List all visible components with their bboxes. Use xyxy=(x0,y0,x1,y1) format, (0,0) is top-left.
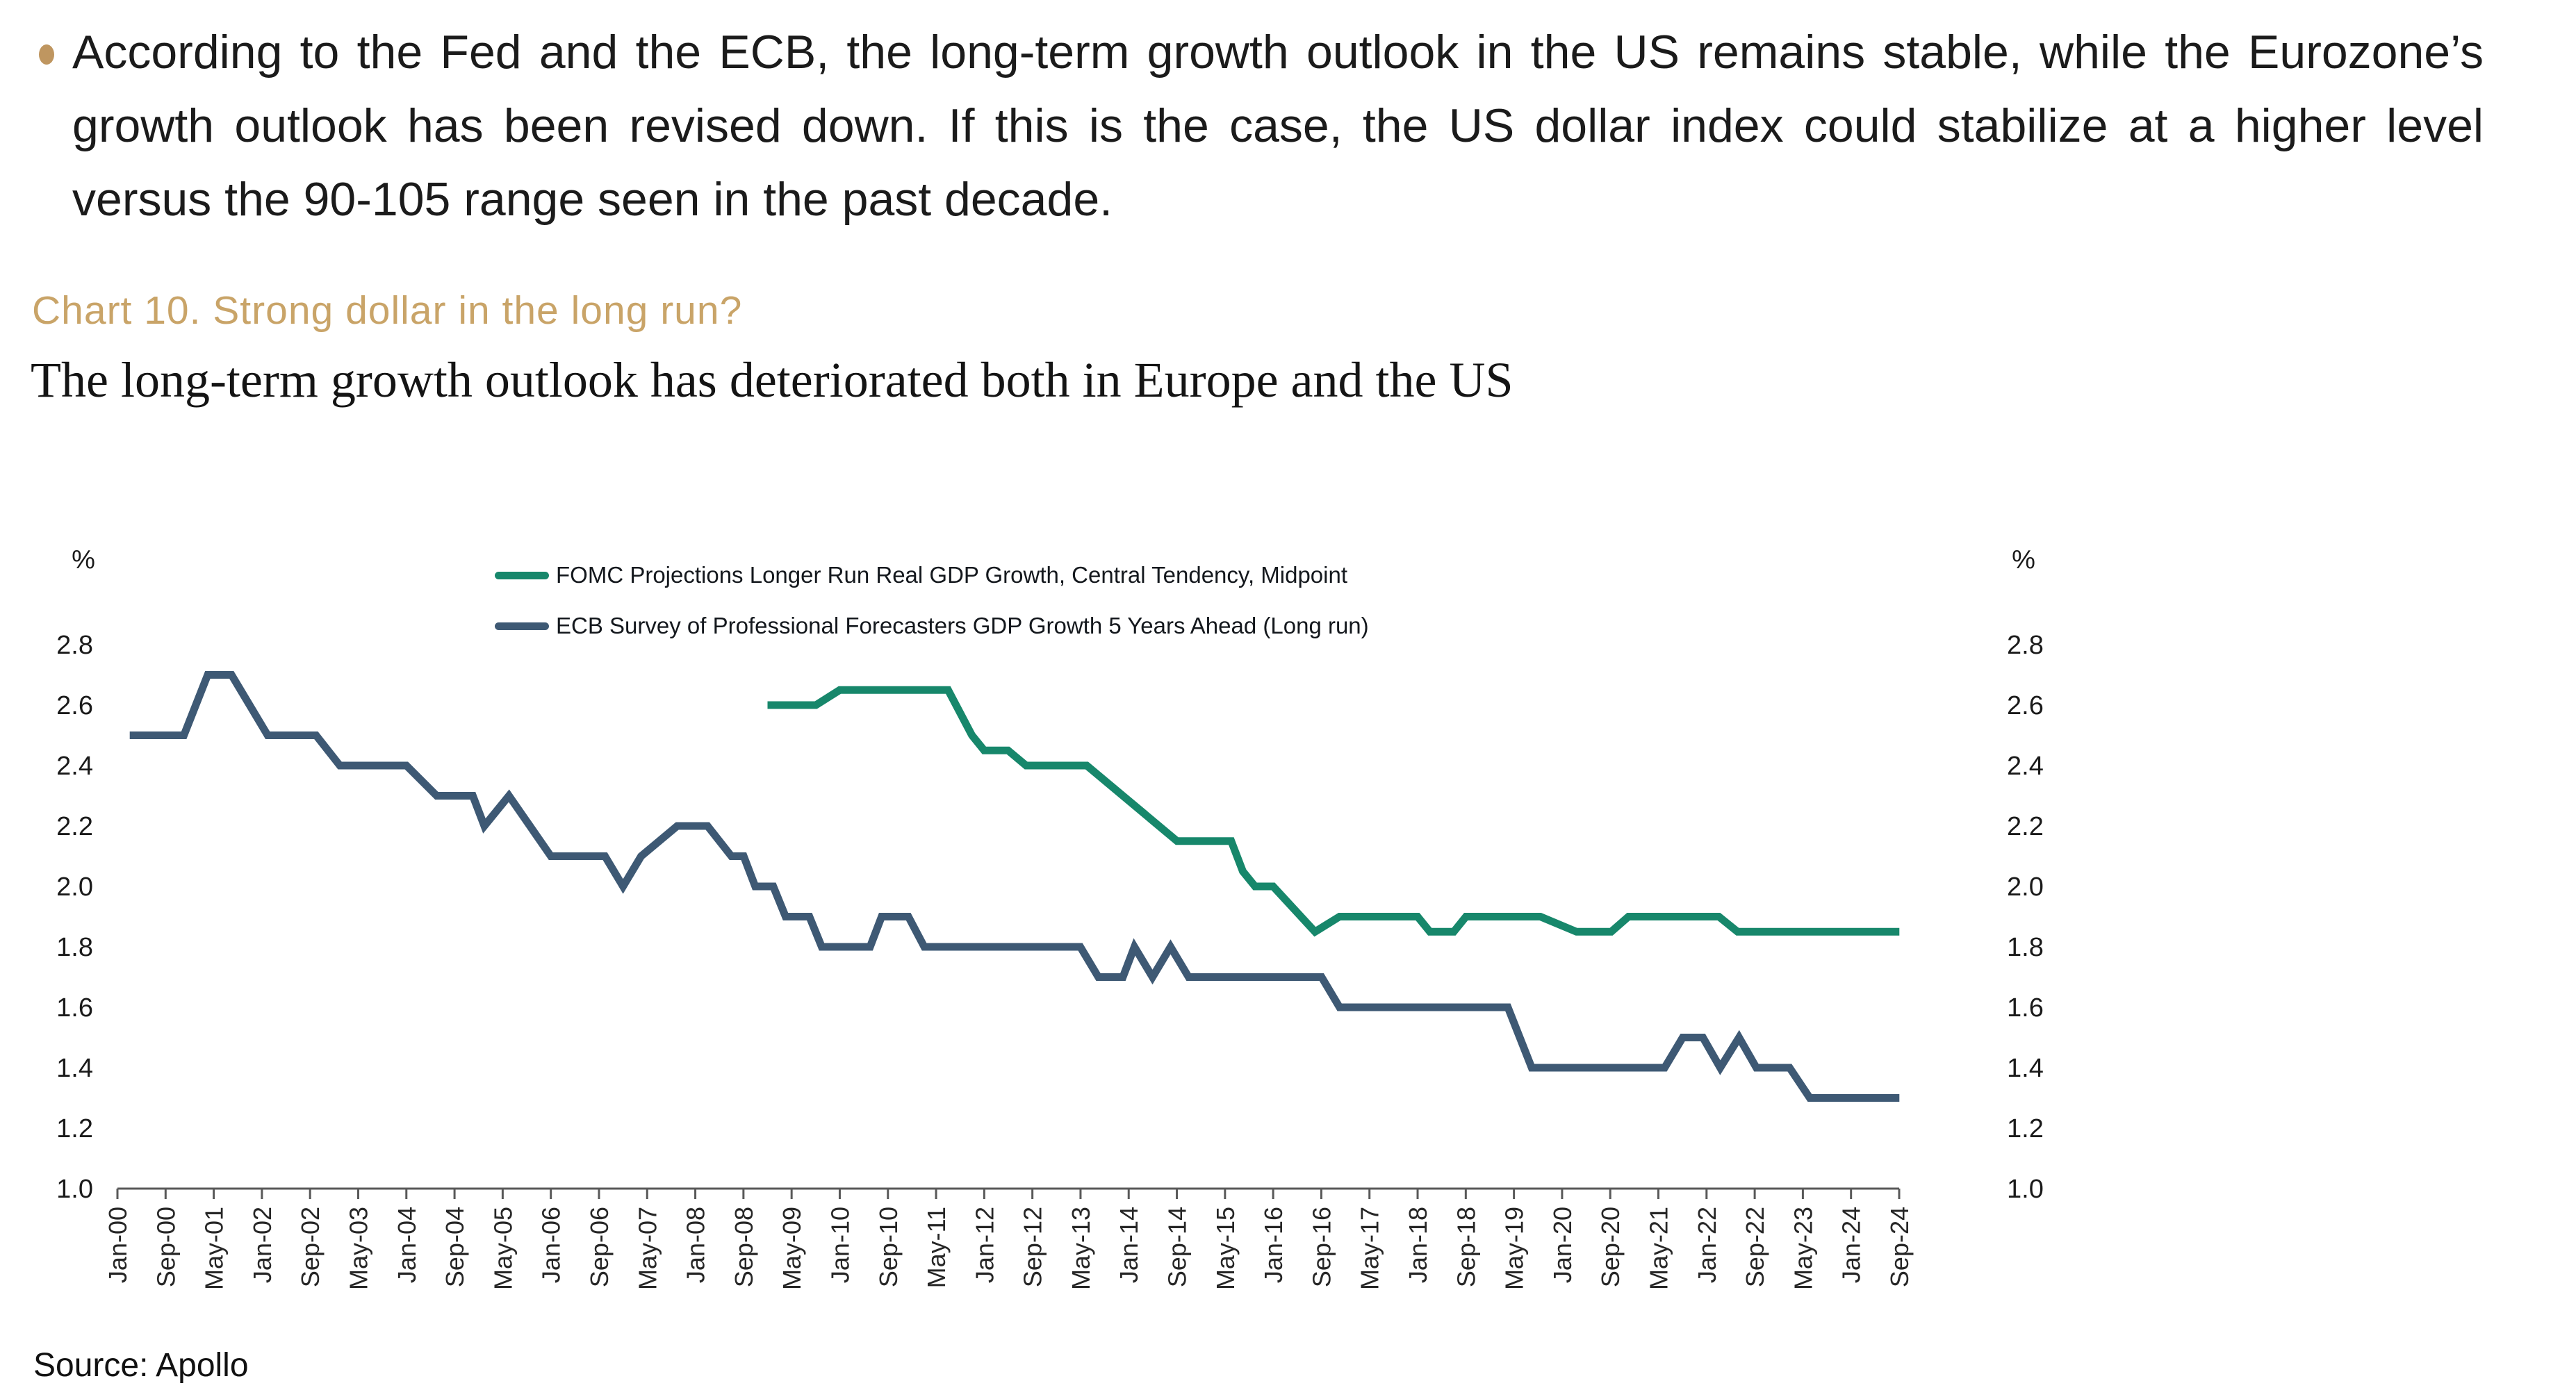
svg-text:May-19: May-19 xyxy=(1500,1207,1529,1291)
svg-text:2.0: 2.0 xyxy=(2007,873,2044,902)
svg-text:Sep-10: Sep-10 xyxy=(873,1207,903,1288)
svg-text:1.6: 1.6 xyxy=(56,993,93,1023)
svg-text:Jan-06: Jan-06 xyxy=(536,1207,566,1284)
svg-text:May-01: May-01 xyxy=(199,1207,229,1291)
intro-paragraph: According to the Fed and the ECB, the long-term growth outlook in the US remains stable, while the Eurozone’s growth outlook has been revised down. If this is the case, the US dollar index could stabilize at a higher level versus the 90-105 range seen in the past decade. xyxy=(72,26,2484,226)
svg-text:May-03: May-03 xyxy=(344,1207,373,1291)
svg-text:Sep-02: Sep-02 xyxy=(296,1207,325,1288)
y-axis-labels-right xyxy=(2007,545,2044,1204)
svg-text:2.8: 2.8 xyxy=(2007,631,2044,660)
svg-text:2.6: 2.6 xyxy=(56,691,93,720)
y-axis-labels-left xyxy=(56,545,95,1204)
svg-text:1.2: 1.2 xyxy=(2007,1114,2044,1143)
chart-legend xyxy=(495,560,1369,661)
svg-text:Jan-20: Jan-20 xyxy=(1548,1207,1577,1284)
svg-text:%: % xyxy=(2012,545,2035,574)
chart-subtitle: The long-term growth outlook has deteriorated both in Europe and the US xyxy=(31,352,1513,408)
svg-text:1.4: 1.4 xyxy=(2007,1054,2044,1083)
ecb-line-swatch-icon xyxy=(495,622,549,630)
svg-text:Sep-18: Sep-18 xyxy=(1452,1207,1481,1288)
svg-text:Sep-16: Sep-16 xyxy=(1307,1207,1336,1288)
svg-text:Sep-14: Sep-14 xyxy=(1163,1207,1192,1288)
svg-text:Jan-14: Jan-14 xyxy=(1115,1207,1144,1284)
x-axis xyxy=(117,1189,1899,1199)
series-line-fomc xyxy=(768,690,1900,932)
svg-text:May-09: May-09 xyxy=(778,1207,807,1291)
svg-text:May-07: May-07 xyxy=(633,1207,662,1291)
svg-text:Jan-18: Jan-18 xyxy=(1404,1207,1433,1284)
svg-text:2.4: 2.4 xyxy=(2007,752,2044,781)
svg-text:1.0: 1.0 xyxy=(2007,1175,2044,1204)
svg-text:2.0: 2.0 xyxy=(56,873,93,902)
svg-text:Sep-24: Sep-24 xyxy=(1885,1207,1914,1288)
svg-text:May-17: May-17 xyxy=(1355,1207,1384,1291)
svg-text:Jan-04: Jan-04 xyxy=(392,1207,421,1284)
svg-text:Jan-12: Jan-12 xyxy=(970,1207,999,1284)
svg-text:1.8: 1.8 xyxy=(56,933,93,962)
svg-text:2.2: 2.2 xyxy=(56,812,93,841)
svg-text:2.8: 2.8 xyxy=(56,631,93,660)
fomc-line-swatch-icon xyxy=(495,572,549,579)
svg-text:Jan-22: Jan-22 xyxy=(1692,1207,1721,1284)
svg-text:Sep-06: Sep-06 xyxy=(584,1207,614,1288)
svg-text:Jan-24: Jan-24 xyxy=(1837,1207,1866,1284)
svg-text:May-13: May-13 xyxy=(1066,1207,1095,1291)
svg-text:%: % xyxy=(72,545,95,574)
x-tick-labels xyxy=(104,1207,1914,1290)
svg-text:May-15: May-15 xyxy=(1211,1207,1240,1291)
svg-text:Jan-02: Jan-02 xyxy=(247,1207,277,1284)
chart-number-title: Chart 10. Strong dollar in the long run? xyxy=(32,288,743,333)
svg-text:Jan-08: Jan-08 xyxy=(681,1207,710,1284)
legend-label-ecb: ECB Survey of Professional Forecasters GDP Growth 5 Years Ahead (Long run) xyxy=(556,613,1369,638)
svg-text:Sep-08: Sep-08 xyxy=(729,1207,758,1288)
svg-text:Sep-00: Sep-00 xyxy=(151,1207,181,1288)
svg-text:Sep-22: Sep-22 xyxy=(1741,1207,1770,1288)
svg-text:Jan-00: Jan-00 xyxy=(104,1207,132,1284)
source-note: Source: Apollo xyxy=(33,1347,249,1384)
legend-item-fomc xyxy=(495,560,1369,590)
svg-text:May-21: May-21 xyxy=(1644,1207,1673,1291)
svg-text:2.4: 2.4 xyxy=(56,752,93,781)
svg-text:1.2: 1.2 xyxy=(56,1114,93,1143)
svg-text:1.8: 1.8 xyxy=(2007,933,2044,962)
svg-text:2.2: 2.2 xyxy=(2007,812,2044,841)
series-line-ecb xyxy=(130,675,1900,1098)
legend-label-fomc: FOMC Projections Longer Run Real GDP Growth, Central Tendency, Midpoint xyxy=(556,562,1348,588)
svg-text:2.6: 2.6 xyxy=(2007,691,2044,720)
svg-text:Sep-04: Sep-04 xyxy=(441,1207,470,1288)
svg-text:1.4: 1.4 xyxy=(56,1054,93,1083)
legend-item-ecb xyxy=(495,611,1369,641)
svg-text:1.0: 1.0 xyxy=(56,1175,93,1204)
svg-text:Sep-12: Sep-12 xyxy=(1018,1207,1047,1288)
svg-text:Sep-20: Sep-20 xyxy=(1596,1207,1625,1288)
svg-text:1.6: 1.6 xyxy=(2007,993,2044,1023)
svg-text:Jan-10: Jan-10 xyxy=(826,1207,855,1284)
svg-text:Jan-16: Jan-16 xyxy=(1259,1207,1288,1284)
svg-text:May-11: May-11 xyxy=(922,1207,951,1289)
svg-text:May-05: May-05 xyxy=(489,1207,518,1291)
svg-text:May-23: May-23 xyxy=(1789,1207,1818,1291)
